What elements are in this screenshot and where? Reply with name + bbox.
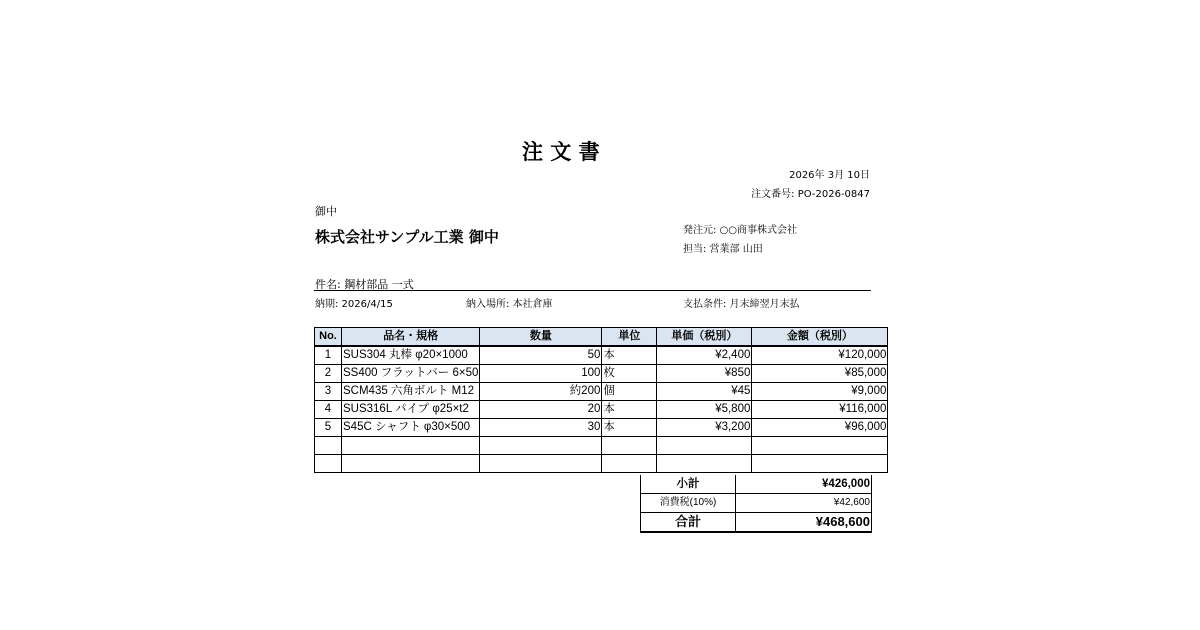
col-header-price: 単価（税別） <box>657 328 752 347</box>
cell-no: 2 <box>315 365 342 383</box>
col-header-no: No. <box>315 328 342 347</box>
total-value: ¥468,600 <box>736 513 872 533</box>
cell-unit: 本 <box>602 401 657 419</box>
cell-qty <box>480 455 602 473</box>
subtotal-label: 小計 <box>641 475 736 494</box>
items-table <box>314 327 888 473</box>
cell-unit: 本 <box>602 419 657 437</box>
cell-no: 1 <box>315 346 342 365</box>
delivery-date: 納期: 2026/4/15 <box>315 299 393 310</box>
cell-no: 5 <box>315 419 342 437</box>
cell-qty: 約200 <box>480 383 602 401</box>
subject: 件名: 鋼材部品 一式 <box>315 278 414 291</box>
cell-amount: ¥85,000 <box>752 365 888 383</box>
cell-qty <box>480 437 602 455</box>
issuer: 発注元: ○○商事株式会社 <box>683 225 797 236</box>
cell-qty: 30 <box>480 419 602 437</box>
payment-terms: 支払条件: 月末締翌月末払 <box>683 299 800 310</box>
cell-price: ¥2,400 <box>657 346 752 365</box>
cell-no: 3 <box>315 383 342 401</box>
tax-value: ¥42,600 <box>736 494 872 513</box>
cell-price <box>657 455 752 473</box>
cell-item: SUS316L パイプ φ25×t2 <box>342 401 480 419</box>
cell-price: ¥45 <box>657 383 752 401</box>
cell-item: SS400 フラットバー 6×50 <box>342 365 480 383</box>
table-row-empty <box>315 455 888 473</box>
totals-table <box>640 475 872 533</box>
cell-item: SCM435 六角ボルト M12 <box>342 383 480 401</box>
cell-amount: ¥120,000 <box>752 346 888 365</box>
subtotal-value: ¥426,000 <box>736 475 872 494</box>
table-row-empty <box>315 437 888 455</box>
col-header-unit: 単位 <box>602 328 657 347</box>
cell-qty: 100 <box>480 365 602 383</box>
onchu-label: 御中 <box>315 205 337 218</box>
cell-qty: 50 <box>480 346 602 365</box>
cell-unit: 枚 <box>602 365 657 383</box>
cell-unit: 本 <box>602 346 657 365</box>
cell-item: SUS304 丸棒 φ20×1000 <box>342 346 480 365</box>
cell-amount: ¥9,000 <box>752 383 888 401</box>
issue-date: 2026年 3月 10日 <box>789 170 870 181</box>
cell-no <box>315 437 342 455</box>
cell-price <box>657 437 752 455</box>
cell-amount <box>752 455 888 473</box>
total-label: 合計 <box>641 513 736 533</box>
subject-underline <box>314 290 871 291</box>
table-row <box>315 383 888 401</box>
col-header-amount: 金額（税別） <box>752 328 888 347</box>
col-header-qty: 数量 <box>480 328 602 347</box>
cell-price: ¥850 <box>657 365 752 383</box>
cell-unit <box>602 455 657 473</box>
table-row <box>315 401 888 419</box>
subtotal-row <box>641 475 872 494</box>
table-row <box>315 365 888 383</box>
cell-price: ¥3,200 <box>657 419 752 437</box>
cell-item: S45C シャフト φ30×500 <box>342 419 480 437</box>
total-row <box>641 513 872 533</box>
cell-no <box>315 455 342 473</box>
cell-item <box>342 437 480 455</box>
cell-price: ¥5,800 <box>657 401 752 419</box>
document-title: 注 文 書 <box>522 140 600 164</box>
tax-row <box>641 494 872 513</box>
cell-qty: 20 <box>480 401 602 419</box>
cell-unit: 個 <box>602 383 657 401</box>
cell-amount <box>752 437 888 455</box>
delivery-place: 納入場所: 本社倉庫 <box>466 299 553 310</box>
table-row <box>315 346 888 365</box>
cell-item <box>342 455 480 473</box>
table-row <box>315 419 888 437</box>
cell-amount: ¥116,000 <box>752 401 888 419</box>
recipient-name: 株式会社サンプル工業 御中 <box>315 228 499 246</box>
contact-person: 担当: 営業部 山田 <box>683 244 763 255</box>
order-number: 注文番号: PO-2026-0847 <box>751 189 870 200</box>
col-header-item: 品名・規格 <box>342 328 480 347</box>
tax-label: 消費税(10%) <box>641 494 736 513</box>
cell-amount: ¥96,000 <box>752 419 888 437</box>
cell-no: 4 <box>315 401 342 419</box>
table-header-row <box>315 328 888 347</box>
cell-unit <box>602 437 657 455</box>
